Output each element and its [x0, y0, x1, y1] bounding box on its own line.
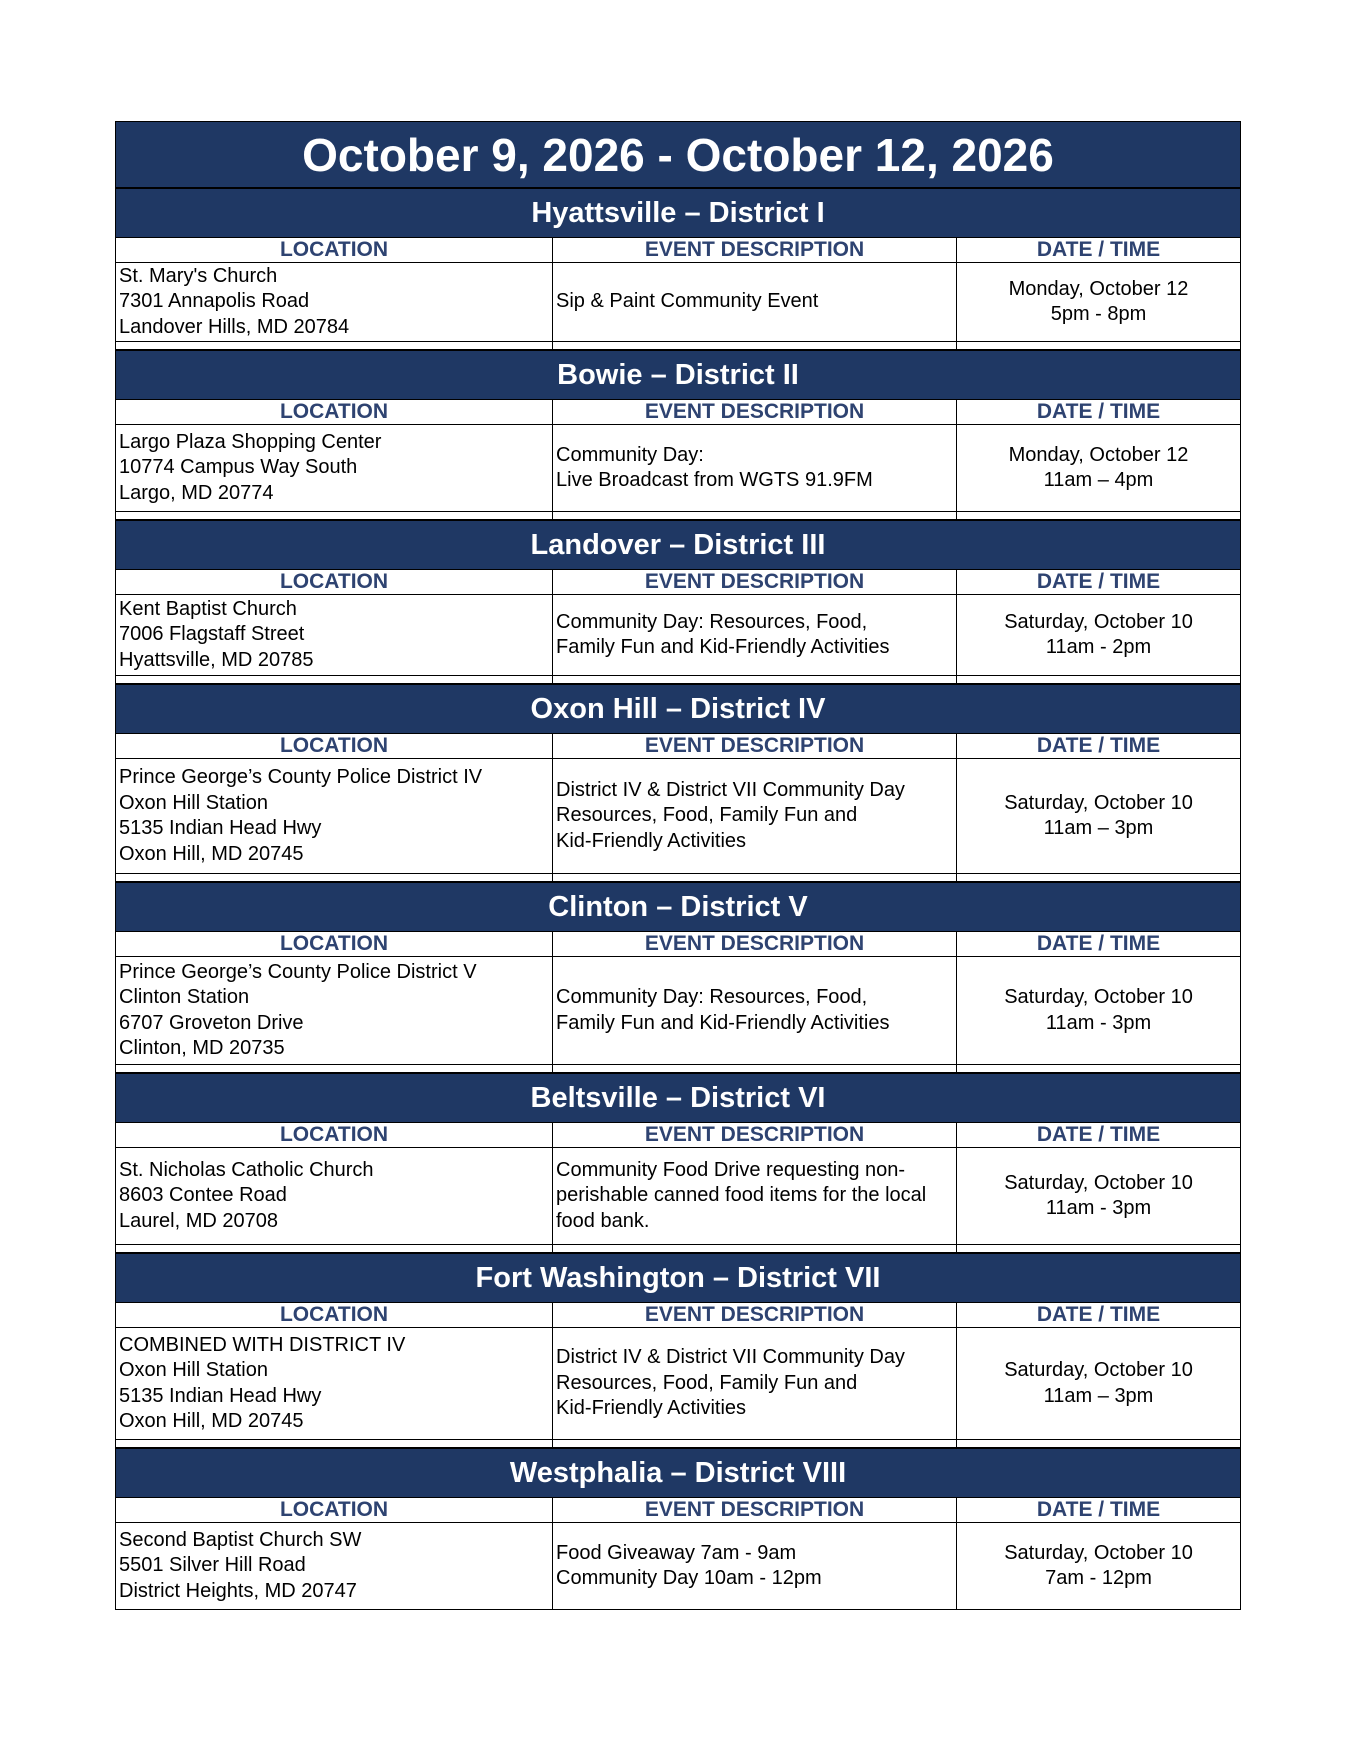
description-cell: Community Food Drive requesting non- perishable canned food items for the local food bank.: [553, 1148, 957, 1244]
description-cell: District IV & District VII Community Day Resources, Food, Family Fun and Kid-Friendly Activities: [553, 1328, 957, 1439]
district-section: [115, 520, 1241, 684]
location-cell: Prince George’s County Police District IV Oxon Hill Station 5135 Indian Head Hwy Oxon Hill, MD 20745: [116, 759, 553, 873]
district-title: Hyattsville – District I: [116, 188, 1240, 238]
location-cell: Prince George’s County Police District V Clinton Station 6707 Groveton Drive Clinton, MD 20735: [116, 957, 553, 1064]
location-header: LOCATION: [116, 570, 553, 595]
district-section: [115, 1448, 1241, 1610]
location-header: LOCATION: [116, 1123, 553, 1148]
description-header: EVENT DESCRIPTION: [553, 1303, 957, 1328]
district-title: Oxon Hill – District IV: [116, 684, 1240, 734]
district-section: [115, 684, 1241, 882]
datetime-header: DATE / TIME: [957, 1123, 1240, 1148]
description-cell: Sip & Paint Community Event: [553, 263, 957, 341]
page-title: October 9, 2026 - October 12, 2026: [115, 121, 1241, 188]
description-cell: Community Day: Resources, Food, Family Fun and Kid-Friendly Activities: [553, 595, 957, 675]
description-cell: Food Giveaway 7am - 9am Community Day 10am - 12pm: [553, 1523, 957, 1609]
row-divider: [116, 1064, 1240, 1072]
location-header: LOCATION: [116, 1498, 553, 1523]
location-header: LOCATION: [116, 238, 553, 263]
district-section: [115, 350, 1241, 520]
description-header: EVENT DESCRIPTION: [553, 400, 957, 425]
description-header: EVENT DESCRIPTION: [553, 238, 957, 263]
district-section: [115, 882, 1241, 1073]
district-section: [115, 188, 1241, 350]
description-cell: Community Day: Live Broadcast from WGTS 91.9FM: [553, 425, 957, 511]
location-header: LOCATION: [116, 400, 553, 425]
row-divider: [116, 873, 1240, 881]
district-section: [115, 1253, 1241, 1448]
location-cell: COMBINED WITH DISTRICT IV Oxon Hill Station 5135 Indian Head Hwy Oxon Hill, MD 20745: [116, 1328, 553, 1439]
district-title: Beltsville – District VI: [116, 1073, 1240, 1123]
datetime-header: DATE / TIME: [957, 238, 1240, 263]
description-header: EVENT DESCRIPTION: [553, 932, 957, 957]
description-header: EVENT DESCRIPTION: [553, 734, 957, 759]
datetime-cell: Monday, October 12 5pm - 8pm: [1008, 277, 1189, 325]
description-header: EVENT DESCRIPTION: [553, 570, 957, 595]
location-cell: Kent Baptist Church 7006 Flagstaff Street Hyattsville, MD 20785: [116, 595, 553, 675]
datetime-header: DATE / TIME: [957, 570, 1240, 595]
row-divider: [116, 1244, 1240, 1252]
datetime-cell: Saturday, October 10 11am – 3pm: [1004, 791, 1193, 839]
row-divider: [116, 511, 1240, 519]
datetime-header: DATE / TIME: [957, 734, 1240, 759]
datetime-header: DATE / TIME: [957, 400, 1240, 425]
event-schedule-table: [115, 121, 1241, 1610]
location-cell: St. Mary's Church 7301 Annapolis Road Landover Hills, MD 20784: [116, 263, 553, 341]
datetime-cell: Monday, October 12 11am – 4pm: [1008, 443, 1189, 491]
description-header: EVENT DESCRIPTION: [553, 1498, 957, 1523]
description-header: EVENT DESCRIPTION: [553, 1123, 957, 1148]
district-title: Westphalia – District VIII: [116, 1448, 1240, 1498]
district-section: [115, 1073, 1241, 1253]
datetime-cell: Saturday, October 10 11am - 3pm: [1004, 986, 1193, 1034]
district-title: Landover – District III: [116, 520, 1240, 570]
datetime-header: DATE / TIME: [957, 932, 1240, 957]
datetime-header: DATE / TIME: [957, 1303, 1240, 1328]
location-header: LOCATION: [116, 734, 553, 759]
datetime-cell: Saturday, October 10 7am - 12pm: [1004, 1541, 1193, 1589]
datetime-header: DATE / TIME: [957, 1498, 1240, 1523]
district-title: Fort Washington – District VII: [116, 1253, 1240, 1303]
location-cell: Largo Plaza Shopping Center 10774 Campus Way South Largo, MD 20774: [116, 425, 553, 511]
row-divider: [116, 341, 1240, 349]
location-cell: Second Baptist Church SW 5501 Silver Hill Road District Heights, MD 20747: [116, 1523, 553, 1609]
location-header: LOCATION: [116, 1303, 553, 1328]
description-cell: District IV & District VII Community Day Resources, Food, Family Fun and Kid-Friendly Activities: [553, 759, 957, 873]
district-title: Clinton – District V: [116, 882, 1240, 932]
datetime-cell: Saturday, October 10 11am - 2pm: [1004, 610, 1193, 658]
location-header: LOCATION: [116, 932, 553, 957]
location-cell: St. Nicholas Catholic Church 8603 Contee Road Laurel, MD 20708: [116, 1148, 553, 1244]
datetime-cell: Saturday, October 10 11am – 3pm: [1004, 1359, 1193, 1407]
row-divider: [116, 1439, 1240, 1447]
row-divider: [116, 675, 1240, 683]
district-title: Bowie – District II: [116, 350, 1240, 400]
description-cell: Community Day: Resources, Food, Family Fun and Kid-Friendly Activities: [553, 957, 957, 1064]
datetime-cell: Saturday, October 10 11am - 3pm: [1004, 1171, 1193, 1219]
